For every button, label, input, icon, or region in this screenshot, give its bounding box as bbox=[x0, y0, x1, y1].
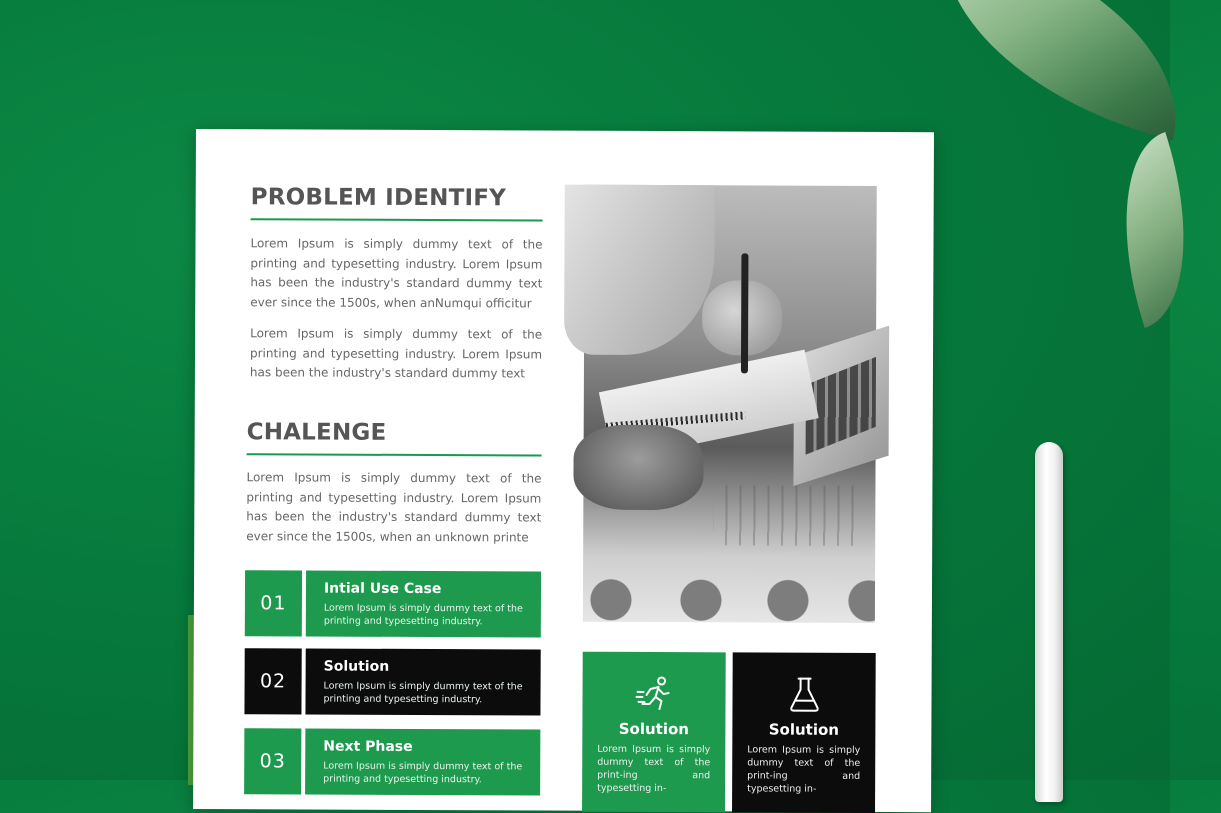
problem-paragraph-2: Lorem Ipsum is simply dummy text of the printing and typesetting industry. Lorem Ipsum has been the industry's standard dummy text bbox=[249, 326, 543, 381]
photo-arm bbox=[564, 185, 715, 356]
step-description: Lorem Ipsum is simply dummy text of the printing and typesetting industry. bbox=[323, 760, 523, 786]
photo-chart bbox=[713, 485, 863, 546]
step-title: Intial Use Case bbox=[323, 580, 442, 598]
leaf-decoration bbox=[911, 0, 1209, 140]
solution-card-1 bbox=[582, 652, 726, 813]
brochure-page bbox=[193, 129, 934, 812]
problem-title: PROBLEM IDENTIFY bbox=[251, 184, 543, 221]
challenge-title: CHALENGE bbox=[247, 419, 542, 456]
step-item-3 bbox=[244, 728, 540, 795]
challenge-paragraph: Lorem Ipsum is simply dummy text of the printing and typesetting industry. Lorem Ipsum has been the industry's standard dummy text ever since the 1500s, when an unknown printe bbox=[246, 470, 542, 544]
problem-paragraph-1: Lorem Ipsum is simply dummy text of the printing and typesetting industry. Lorem Ipsum has been the industry's standard dummy text ever since the 1500s, when anNumqui officitur bbox=[250, 236, 543, 310]
flask-icon bbox=[784, 675, 824, 715]
step-number: 01 bbox=[245, 570, 302, 636]
step-item-1 bbox=[245, 570, 541, 637]
step-body bbox=[305, 728, 540, 795]
step-body bbox=[305, 648, 540, 715]
running-person-icon bbox=[634, 674, 674, 714]
photo-hand bbox=[573, 425, 703, 511]
card-title: Solution bbox=[768, 720, 840, 739]
step-number: 03 bbox=[244, 728, 301, 794]
step-description: Lorem Ipsum is simply dummy text of the printing and typesetting industry. bbox=[323, 680, 523, 706]
card-title: Solution bbox=[618, 719, 690, 739]
step-body bbox=[306, 570, 541, 637]
photo-pen bbox=[741, 253, 749, 373]
stylus-pen bbox=[1035, 442, 1063, 802]
step-item-2 bbox=[244, 648, 540, 715]
office-photo bbox=[583, 185, 877, 623]
step-number: 02 bbox=[244, 648, 301, 714]
card-description: Lorem Ipsum is simply dummy text of the print-ing and typesetting in- bbox=[747, 744, 861, 795]
step-description: Lorem Ipsum is simply dummy text of the printing and typesetting industry. bbox=[323, 602, 523, 628]
solution-card-2 bbox=[732, 652, 876, 813]
card-description: Lorem Ipsum is simply dummy text of the print-ing and typesetting in- bbox=[597, 743, 711, 795]
leaf-decoration bbox=[1089, 132, 1221, 328]
step-title: Next Phase bbox=[323, 738, 413, 755]
step-title: Solution bbox=[323, 658, 390, 675]
